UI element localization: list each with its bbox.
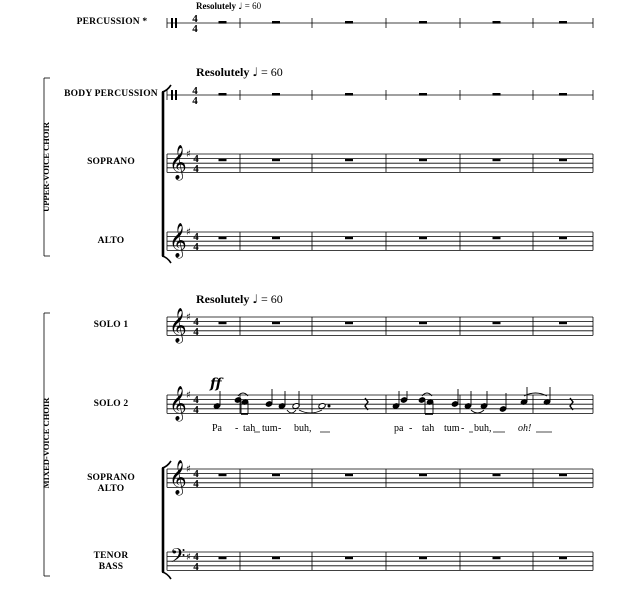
lyric-syllable: oh! (518, 423, 532, 434)
treble-clef-alto: 𝄞 (169, 223, 187, 258)
percussion-clef-body-percussion (175, 90, 177, 100)
staff-label-tenor-bass: TENOR BASS (93, 551, 129, 572)
bracket-mixed-choir-bottom (162, 572, 171, 579)
treble-clef-solo2: 𝄞 (169, 386, 187, 421)
whole-rest-body-percussion (493, 93, 501, 96)
whole-rest-tenor-bass (493, 557, 501, 560)
whole-rest-alto (419, 237, 427, 240)
whole-rest-solo1 (219, 322, 227, 325)
whole-rest-solo1 (493, 322, 501, 325)
lyric-syllable: buh, (474, 423, 492, 434)
whole-rest-soprano (419, 159, 427, 162)
staff-label-body-percussion: BODY PERCUSSION (64, 89, 158, 99)
key-signature-sharp-solo1: ♯ (186, 312, 191, 323)
tempo-marking-mixed-choir: Resolutely ♩ = 60 (196, 292, 283, 306)
whole-rest-body-percussion (272, 93, 280, 96)
tie (422, 393, 432, 396)
whole-rest-percussion (219, 21, 227, 24)
time-signature-body-percussion: 4 (192, 95, 198, 107)
tie (287, 410, 296, 413)
whole-rest-soprano (272, 159, 280, 162)
key-signature-sharp-alto: ♯ (186, 227, 191, 238)
time-signature-soprano-alto: 4 (193, 478, 199, 491)
whole-rest-soprano-alto (419, 474, 427, 477)
dot (328, 405, 330, 407)
notehead-half (318, 403, 326, 410)
notehead (234, 397, 241, 403)
whole-rest-soprano (493, 159, 501, 162)
time-signature-alto: 4 (193, 241, 199, 254)
whole-rest-body-percussion (419, 93, 427, 96)
lyric-syllable: - (461, 423, 465, 434)
whole-rest-tenor-bass (559, 557, 567, 560)
key-signature-sharp-soprano: ♯ (186, 149, 191, 160)
tie (299, 410, 322, 413)
whole-rest-solo1 (419, 322, 427, 325)
whole-rest-alto (345, 237, 353, 240)
staff-label-percussion: PERCUSSION * (76, 17, 148, 27)
time-signature-soprano: 4 (193, 153, 199, 166)
whole-rest-percussion (493, 21, 501, 24)
whole-rest-percussion (272, 21, 280, 24)
whole-rest-alto (272, 237, 280, 240)
whole-rest-percussion (419, 21, 427, 24)
percussion-clef-body-percussion (171, 90, 173, 100)
whole-rest-body-percussion (559, 93, 567, 96)
time-signature-solo2: 4 (193, 394, 199, 407)
lyric-syllable: Pa (212, 423, 222, 434)
time-signature-solo2: 4 (193, 404, 199, 417)
whole-rest-solo1 (559, 322, 567, 325)
whole-rest-soprano (559, 159, 567, 162)
whole-rest-tenor-bass (272, 557, 280, 560)
staff-label-soprano-alto: SOPRANO ALTO (87, 473, 135, 494)
time-signature-percussion: 4 (192, 13, 198, 25)
time-signature-percussion: 4 (192, 23, 198, 35)
notehead (451, 401, 458, 407)
notehead (265, 401, 272, 407)
tempo-marking-top: Resolutely ♩ = 60 (196, 1, 262, 12)
key-signature-sharp-tenor-bass: ♯ (186, 552, 191, 563)
whole-rest-soprano-alto (272, 474, 280, 477)
staff-label-solo1: SOLO 1 (93, 320, 129, 330)
treble-clef-solo1: 𝄞 (169, 308, 187, 343)
treble-clef-soprano-alto: 𝄞 (169, 460, 187, 495)
staff-label-solo2: SOLO 2 (93, 399, 129, 409)
whole-rest-soprano-alto (345, 474, 353, 477)
staff-label-soprano: SOPRANO (87, 157, 135, 167)
whole-rest-soprano (219, 159, 227, 162)
whole-rest-soprano (345, 159, 353, 162)
whole-rest-percussion (559, 21, 567, 24)
time-signature-tenor-bass: 4 (193, 561, 199, 574)
whole-rest-alto (219, 237, 227, 240)
whole-rest-alto (493, 237, 501, 240)
whole-rest-solo1 (345, 322, 353, 325)
lyric-syllable: - (235, 423, 239, 434)
lyric-syllable: pa (394, 423, 404, 434)
lyric-syllable: tum (444, 423, 460, 434)
time-signature-tenor-bass: 4 (193, 551, 199, 564)
whole-rest-tenor-bass (345, 557, 353, 560)
time-signature-solo1: 4 (193, 326, 199, 339)
lyric-syllable: - (278, 423, 282, 434)
staff-label-alto: ALTO (97, 236, 125, 246)
notehead (499, 406, 506, 412)
lyric-syllable: tum (262, 423, 278, 434)
bass-clef-tenor-bass: 𝄢 (170, 544, 186, 572)
key-signature-sharp-solo2: ♯ (186, 390, 191, 401)
whole-rest-solo1 (272, 322, 280, 325)
group-label-upper-voice-choir: UPPER-VOICE CHOIR (41, 122, 51, 212)
lyric-syllable: buh, (294, 423, 312, 434)
group-label-mixed-voice-choir: MIXED-VOICE CHOIR (41, 397, 51, 489)
tie (471, 410, 484, 413)
whole-rest-tenor-bass (219, 557, 227, 560)
whole-rest-tenor-bass (419, 557, 427, 560)
time-signature-solo1: 4 (193, 316, 199, 329)
lyric-syllable: - (409, 423, 413, 434)
whole-rest-soprano-alto (493, 474, 501, 477)
whole-rest-soprano-alto (219, 474, 227, 477)
whole-rest-body-percussion (345, 93, 353, 96)
lyric-syllable: tah (243, 423, 256, 434)
treble-clef-soprano: 𝄞 (169, 145, 187, 180)
solo2-notes (213, 387, 573, 414)
whole-rest-soprano-alto (559, 474, 567, 477)
tempo-marking-upper-choir: Resolutely ♩ = 60 (196, 65, 283, 79)
time-signature-body-percussion: 4 (192, 85, 198, 97)
notehead (418, 397, 425, 403)
key-signature-sharp-soprano-alto: ♯ (186, 464, 191, 475)
dynamic-ff: ff (210, 376, 222, 392)
notehead (400, 397, 407, 403)
whole-rest-percussion (345, 21, 353, 24)
tie (238, 393, 248, 396)
time-signature-alto: 4 (193, 231, 199, 244)
time-signature-soprano-alto: 4 (193, 468, 199, 481)
lyric-syllable: tah (422, 423, 435, 434)
time-signature-soprano: 4 (193, 163, 199, 176)
whole-rest-body-percussion (219, 93, 227, 96)
whole-rest-alto (559, 237, 567, 240)
percussion-clef-percussion (175, 18, 177, 28)
